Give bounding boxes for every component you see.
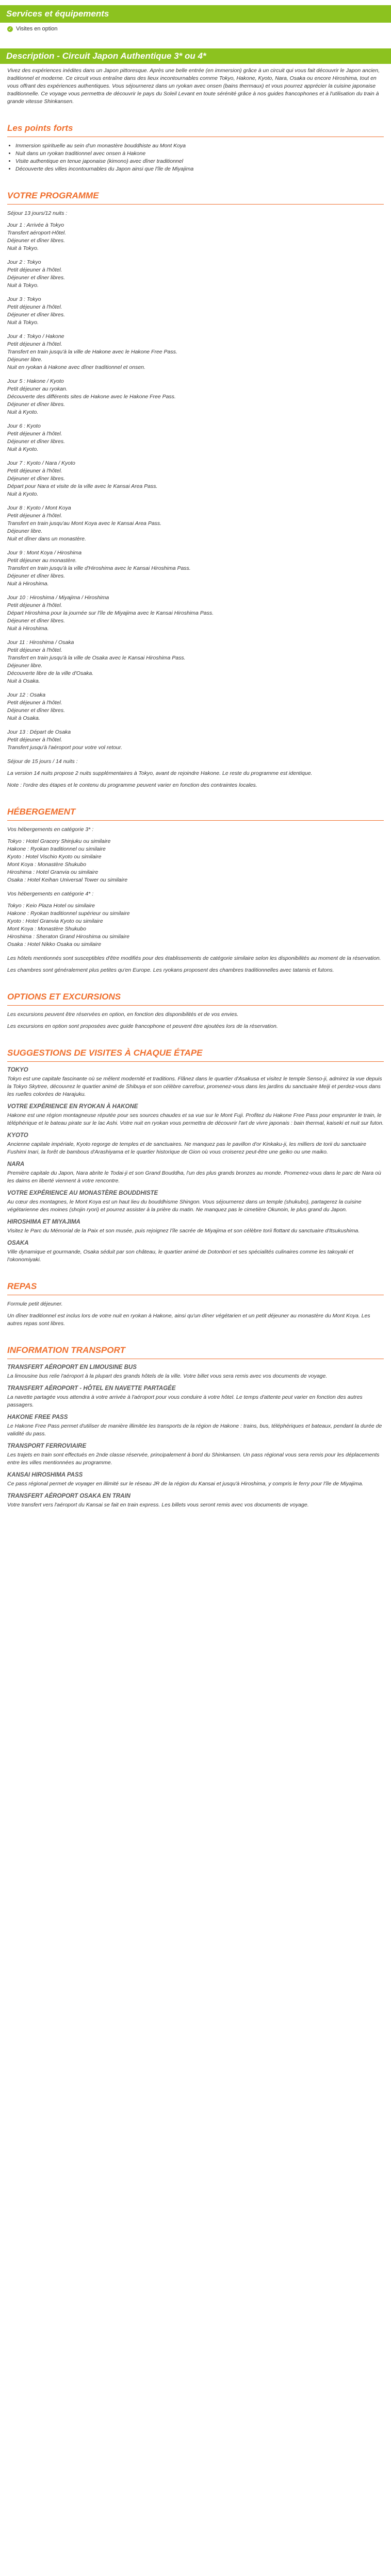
programme-heading: VOTRE PROGRAMME (7, 191, 99, 200)
transport-title: HAKONE FREE PASS (7, 1414, 68, 1420)
description-bar (0, 48, 391, 64)
transport-title: TRANSPORT FERROVIAIRE (7, 1443, 87, 1449)
visit-title: VOTRE EXPÉRIENCE EN RYOKAN À HAKONE (7, 1104, 138, 1110)
transport-text: Le Hakone Free Pass permet d'utiliser de manière illimitée les transports de la région de Hakone : trains, bus, téléphériques et bateaux, pendant la durée de validité du pass. (7, 1423, 382, 1437)
check-icon: ✓ (8, 26, 12, 31)
meals-heading: REPAS (7, 1281, 37, 1291)
lodging-3-list: Tokyo : Hotel Gracery Shinjuku ou similaire Hakone : Ryokan traditionnel ou similaire Kyoto : Hotel Vischio Kyoto ou similaire Mont Koya : Monastère Shukubo Hiroshima : Hotel Granvia ou similaire Osaka : Hotel Keihan Universal Tower ou similaire (7, 838, 128, 883)
services-bar (0, 5, 391, 23)
divider (7, 1005, 384, 1006)
visit-title: TOKYO (7, 1067, 28, 1073)
options-text-2: Les excursions en option sont proposées avec guide francophone et peuvent être ajoutées lors de la réservation. (7, 1023, 278, 1029)
visit-text: Première capitale du Japon, Nara abrite le Todai-ji et son Grand Bouddha, l'un des plus grands bronzes au monde. Promenez-vous dans le parc de Nara où les daims en liberté viennent à votre rencontre. (7, 1170, 381, 1184)
visit-text: Ancienne capitale impériale, Kyoto regorge de temples et de sanctuaires. Ne manquez pas le pavillon d'or Kinkaku-ji, les milliers de torii du sanctuaire Fushimi Inari, la forêt de bambous d'Arashiyama et le quartier historique de Gion où vous croiserez peut-être une geiko ou une maiko. (7, 1141, 366, 1155)
programme-note: La version 14 nuits propose 2 nuits supplémentaires à Tokyo, avant de rejoindre Hakone. Le reste du programme est identique. (7, 770, 313, 776)
day-block: Jour 7 : Kyoto / Nara / Kyoto Petit déjeuner à l'hôtel. Déjeuner et dîner libres. Départ pour Nara et visite de la ville avec le Kansai Area Pass. Nuit à Kyoto. (7, 460, 158, 497)
programme-subtitle-2: Séjour de 15 jours / 14 nuits : (7, 758, 78, 765)
transport-title: TRANSFERT AÉROPORT EN LIMOUSINE BUS (7, 1364, 137, 1370)
divider (7, 1061, 384, 1062)
day-block: Jour 2 : Tokyo Petit déjeuner à l'hôtel. Déjeuner et dîner libres. Nuit à Tokyo. (7, 259, 66, 289)
visit-text: Tokyo est une capitale fascinante où se mêlent modernité et traditions. Flânez dans le quartier d'Asakusa et visitez le temple Senso-ji, admirez la vue depuis la Tokyo Skytree, découvrez le quartier animé de Shibuya et son célèbre carrefour, promenez-vous dans les jardins du sanctuaire Meiji et perdez-vous dans les ruelles colorées de Harajuku. (7, 1076, 382, 1097)
day-block: Jour 11 : Hiroshima / Osaka Petit déjeuner à l'hôtel. Transfert en train jusqu'à la ville de Osaka avec le Kansai Hiroshima Pass. Déjeuner libre. Découverte libre de la ville d'Osaka. Nuit à Osaka. (7, 639, 186, 684)
divider (7, 204, 384, 205)
highlights-heading: Les points forts (7, 123, 73, 133)
transport-text: La navette partagée vous attendra à votre arrivée à l'aéroport pour vous conduire à votre hôtel. Le temps d'attente peut varier en fonction des autres passagers. (7, 1394, 363, 1408)
intro-text: Vivez des expériences inédites dans un Japon pittoresque. Après une belle entrée (en immersion) grâce à un circuit qui vous fait découvrir le Japon ancien, traditionnel et moderne. Ce circuit vous entraîne dans des lieux incontournables comme Tokyo, Hakone, Kyoto, Nara, Osaka ou encore Hiroshima, tout en vous offrant des expériences authentiques. Vous séjournerez dans un ryokan avec onsen (bains thermaux) et vous pourrez apprécier la cuisine japonaise traditionnelle. Ce voyage vous permettra de découvrir le pays du Soleil Levant en toute sérénité grâce à nos guides francophones et à l'utilisation du train à grande vitesse Shinkansen. (7, 67, 380, 105)
lodging-note: Les hôtels mentionnés sont susceptibles d'être modifiés pour des établissements de catégorie similaire selon les disponibilités au moment de la réservation. (7, 955, 381, 961)
transport-text: Votre transfert vers l'aéroport du Kansai se fait en train express. Les billets vous seront remis avec vos documents de voyage. (7, 1502, 309, 1508)
visit-title: KYOTO (7, 1132, 28, 1139)
day-block: Jour 6 : Kyoto Petit déjeuner à l'hôtel. Déjeuner et dîner libres. Nuit à Kyoto. (7, 423, 66, 452)
visit-text: Ville dynamique et gourmande, Osaka séduit par son château, le quartier animé de Dotonbori et ses spécialités culinaires comme les takoyaki et l'okonomiyaki. (7, 1249, 354, 1263)
transport-text: Ce pass régional permet de voyager en illimité sur le réseau JR de la région du Kansai et jusqu'à Hiroshima, y compris le ferry pour l'île de Miyajima. (7, 1481, 364, 1487)
transport-title: KANSAI HIROSHIMA PASS (7, 1472, 83, 1478)
highlight-item: • Immersion spirituelle au sein d'un monastère bouddhiste au Mont Koya (15, 142, 384, 150)
visit-title: OSAKA (7, 1240, 29, 1246)
day-block: Jour 8 : Kyoto / Mont Koya Petit déjeuner à l'hôtel. Transfert en train jusqu'au Mont Koya avec le Kansai Area Pass. Déjeuner libre. Nuit et dîner dans un monastère. (7, 505, 162, 542)
meals-text-2: Un dîner traditionnel est inclus lors de votre nuit en ryokan à Hakone, ainsi qu'un dîner végétarien et un petit déjeuner au monastère du Mont Koya. Les autres repas sont libres. (7, 1313, 370, 1327)
day-block: Jour 13 : Départ de Osaka Petit déjeuner à l'hôtel. Transfert jusqu'à l'aéroport pour votre vol retour. (7, 729, 122, 751)
visit-title: VOTRE EXPÉRIENCE AU MONASTÈRE BOUDDHISTE (7, 1190, 158, 1196)
description-content (0, 64, 391, 1509)
visit-text: Visitez le Parc du Mémorial de la Paix et son musée, puis rejoignez l'île sacrée de Miyajima et son célèbre torii flottant du sanctuaire d'Itsukushima. (7, 1228, 360, 1234)
programme-note-2: Note : l'ordre des étapes et le contenu du programme peuvent varier en fonction des contraintes locales. (7, 782, 257, 788)
transport-title: TRANSFERT AÉROPORT OSAKA EN TRAIN (7, 1493, 131, 1499)
transport-title: TRANSFERT AÉROPORT - HÔTEL EN NAVETTE PARTAGÉE (7, 1385, 176, 1392)
lodging-note-2: Les chambres sont généralement plus petites qu'en Europe. Les ryokans proposent des chambres traditionnelles avec tatamis et futons. (7, 967, 334, 973)
day-block: Jour 9 : Mont Koya / Hiroshima Petit déjeuner au monastère. Transfert en train jusqu'à la ville d'Hiroshima avec le Kansai Hiroshima Pass. Déjeuner et dîner libres. Nuit à Hiroshima. (7, 550, 191, 587)
visit-title: HIROSHIMA ET MIYAJIMA (7, 1219, 80, 1225)
day-block: Jour 3 : Tokyo Petit déjeuner à l'hôtel. Déjeuner et dîner libres. Nuit à Tokyo. (7, 296, 66, 326)
lodging-4-title: Vos hébergements en catégorie 4* : (7, 891, 94, 897)
visit-text: Au cœur des montagnes, le Mont Koya est un haut lieu du bouddhisme Shingon. Vous séjournerez dans un temple (shukubo), partagerez la cuisine végétarienne des moines (shojin ryori) et pourrez assister à la prière du matin. Ne manquez pas le cimetière Okunoin, le plus grand du Japon. (7, 1199, 362, 1213)
day-block: Jour 4 : Tokyo / Hakone Petit déjeuner à l'hôtel. Transfert en train jusqu'à la ville de Hakone avec le Hakone Free Pass. Déjeuner libre. Nuit en ryokan à Hakone avec dîner traditionnel et onsen. (7, 333, 177, 370)
day-block: Jour 10 : Hiroshima / Miyajima / Hiroshima Petit déjeuner à l'hôtel. Départ Hiroshima pour la journée sur l'île de Miyajima avec le Kansai Hiroshima Pass. Déjeuner et dîner libres. Nuit à Hiroshima. (7, 595, 214, 632)
divider (7, 820, 384, 821)
transport-heading: INFORMATION TRANSPORT (7, 1345, 125, 1355)
options-text: Les excursions peuvent être réservées en option, en fonction des disponibilités et de vos envies. (7, 1011, 239, 1018)
lodging-heading: HÉBERGEMENT (7, 807, 76, 817)
programme-subtitle: Séjour 13 jours/12 nuits : (7, 210, 68, 216)
visible-option-label: Visites en option (16, 26, 58, 32)
description-title: Description - Circuit Japon Authentique 3* ou 4* (6, 51, 206, 61)
transport-text: Les trajets en train sont effectués en 2nde classe réservée, principalement à bord du Shinkansen. Un pass régional vous sera remis pour les déplacements entre les villes mentionnées au programme. (7, 1452, 380, 1466)
highlight-item: • Découverte des villes incontournables du Japon ainsi que l'île de Miyajima (15, 165, 384, 173)
visible-option-row (0, 23, 391, 35)
visit-text: Hakone est une région montagneuse réputée pour ses sources chaudes et sa vue sur le Mont Fuji. Profitez du Hakone Free Pass pour emprunter le train, le téléphérique et le bateau pirate sur le lac Ashi. Votre nuit en ryokan vous permettra de découvrir l'art de vivre japonais : bain thermal, kaiseki et nuit sur futon. (7, 1112, 384, 1126)
transport-text: La limousine bus relie l'aéroport à la plupart des grands hôtels de la ville. Votre billet vous sera remis avec vos documents de voyage. (7, 1373, 328, 1379)
visits-heading: SUGGESTIONS DE VISITES À CHAQUE ÉTAPE (7, 1048, 203, 1058)
day-block: Jour 5 : Hakone / Kyoto Petit déjeuner au ryokan. Découverte des différents sites de Hakone avec le Hakone Free Pass. Déjeuner et dîner libres. Nuit à Kyoto. (7, 378, 176, 415)
highlights-list (7, 142, 384, 173)
day-block: Jour 12 : Osaka Petit déjeuner à l'hôtel. Déjeuner et dîner libres. Nuit à Osaka. (7, 692, 66, 721)
services-title: Services et équipements (6, 9, 109, 19)
visit-title: NARA (7, 1161, 25, 1167)
highlight-item: • Visite authentique en tenue japonaise (kimono) avec dîner traditionnel (15, 158, 384, 165)
highlight-item: • Nuit dans un ryokan traditionnel avec onsen à Hakone (15, 150, 384, 158)
options-heading: OPTIONS ET EXCURSIONS (7, 992, 121, 1002)
day-block: Jour 1 : Arrivée à Tokyo Transfert aéroport-Hôtel. Déjeuner et dîner libres. Nuit à Tokyo. (7, 222, 67, 251)
lodging-3-title: Vos hébergements en catégorie 3* : (7, 826, 94, 833)
meals-text: Formule petit déjeuner. (7, 1301, 63, 1307)
lodging-4-list: Tokyo : Keio Plaza Hotel ou similaire Hakone : Ryokan traditionnel supérieur ou similaire Kyoto : Hotel Granvia Kyoto ou similaire Mont Koya : Monastère Shukubo Hiroshima : Sheraton Grand Hiroshima ou similaire Osaka : Hotel Nikko Osaka ou similaire (7, 903, 130, 947)
